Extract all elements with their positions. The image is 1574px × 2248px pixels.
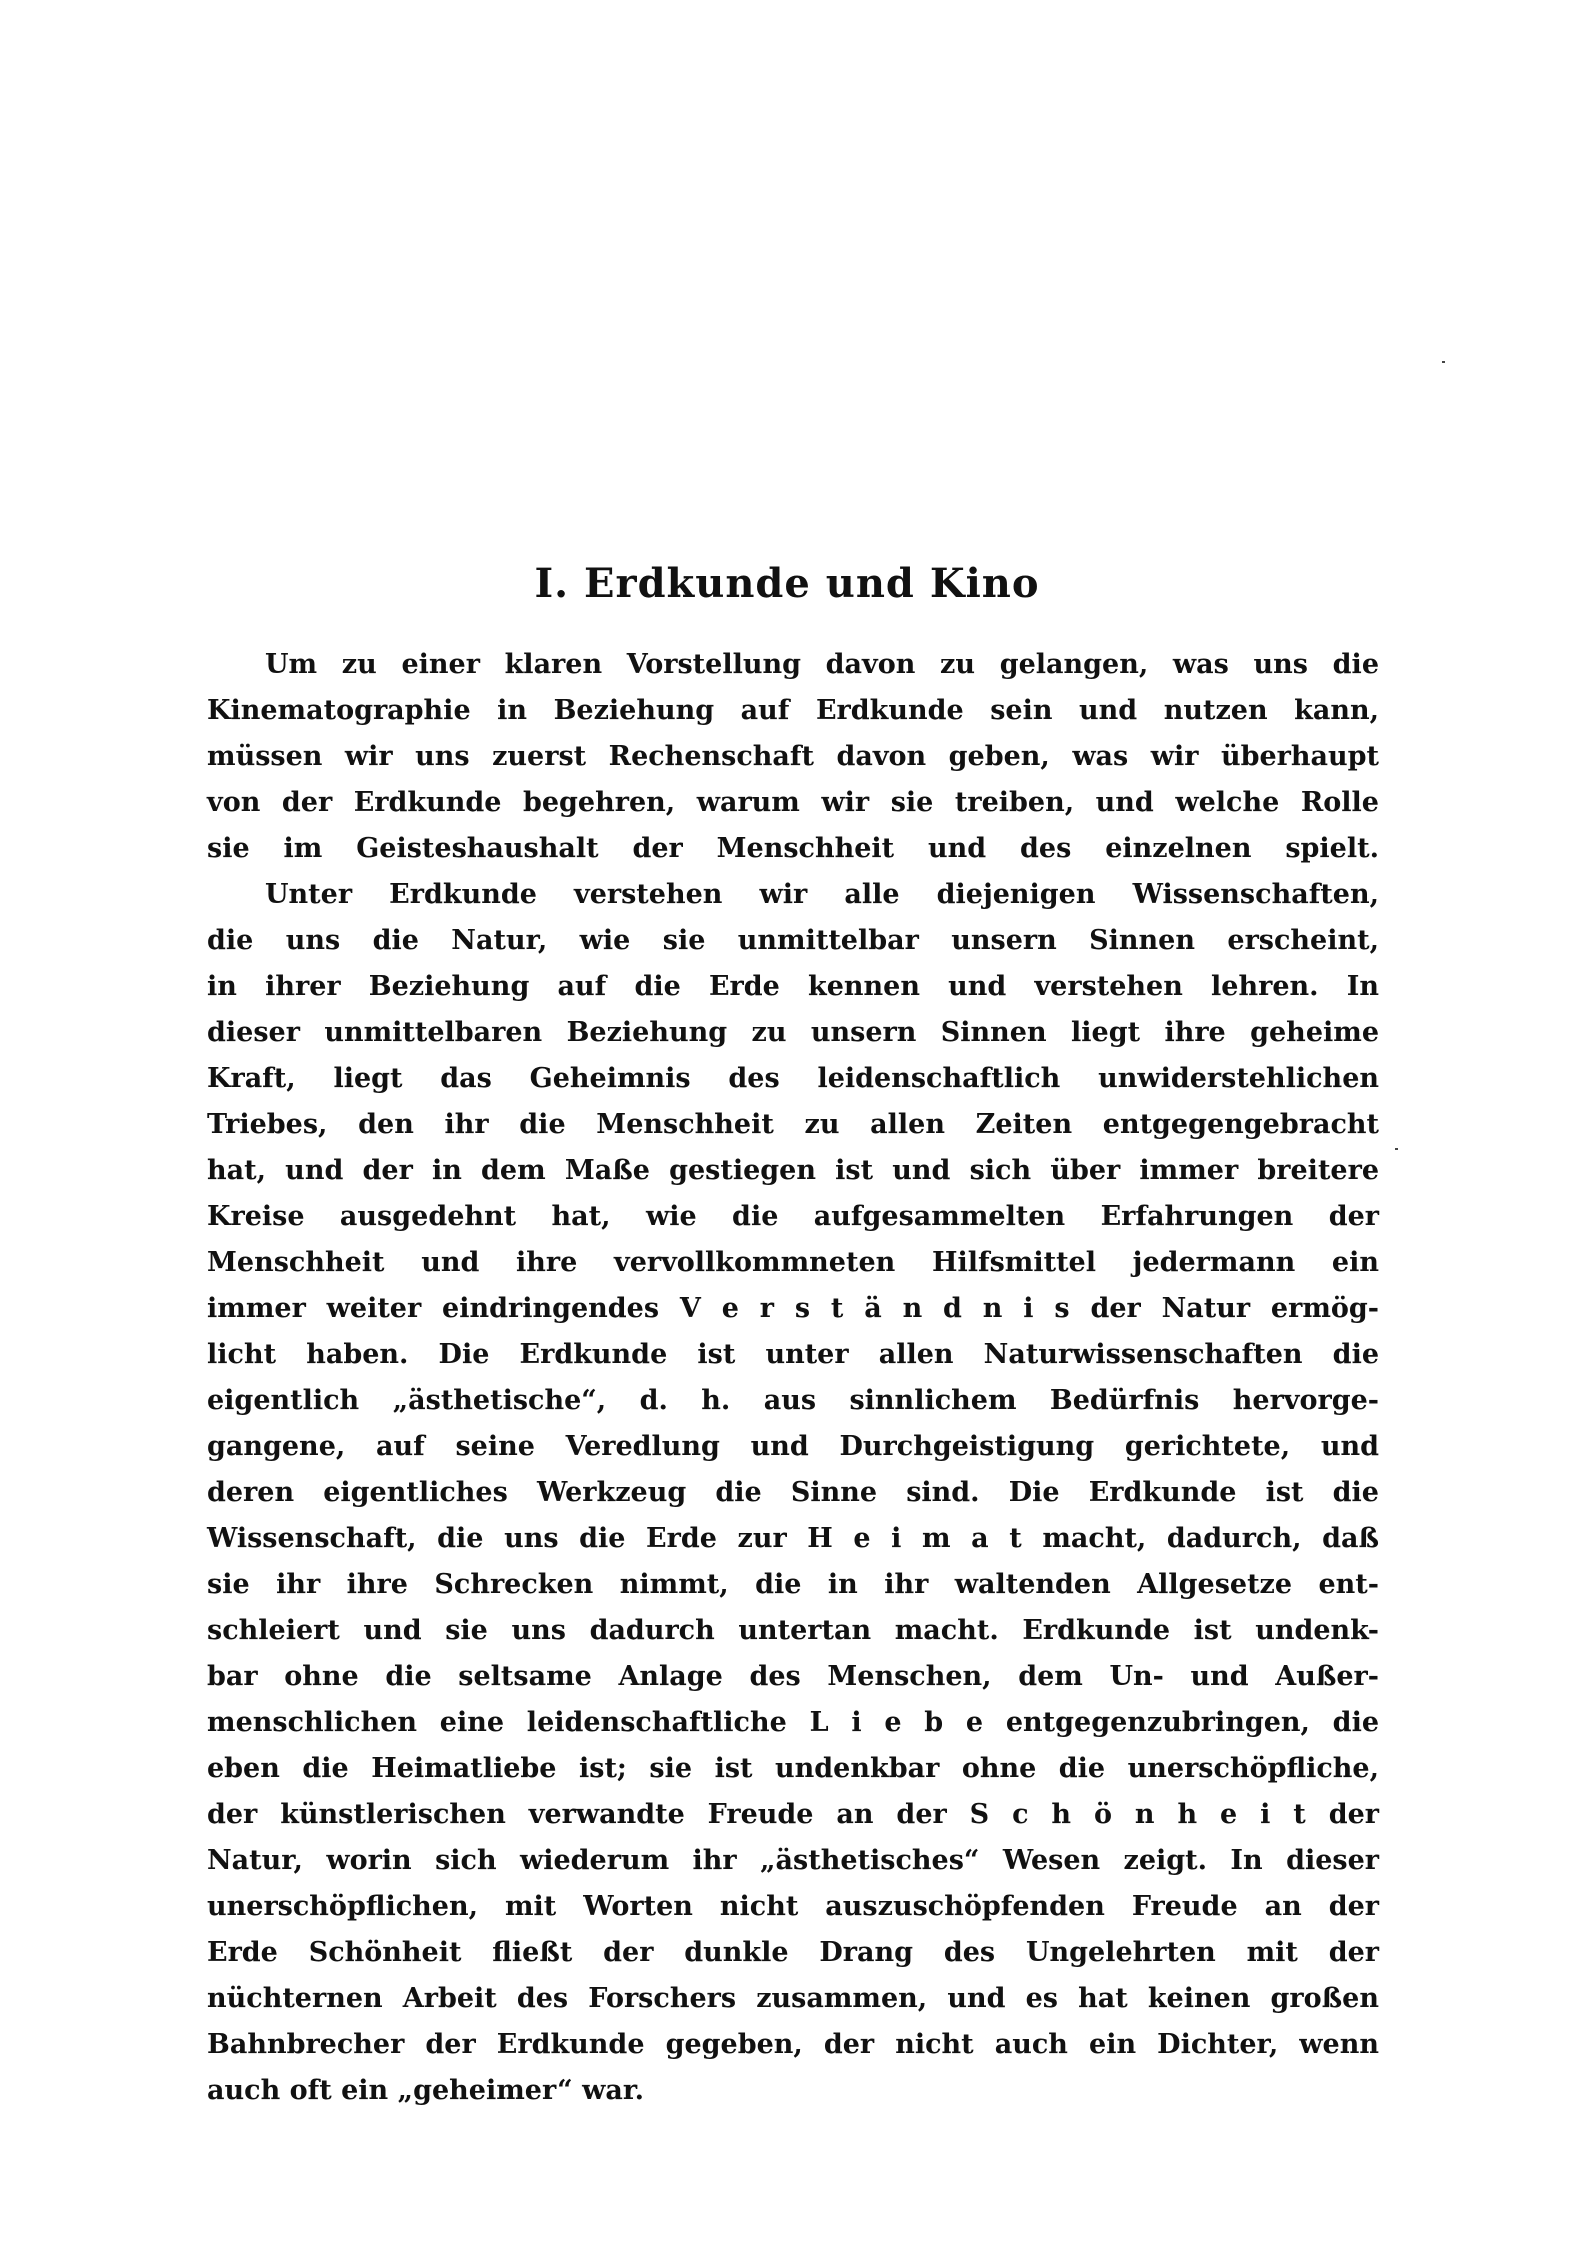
text-line: eben die Heimatliebe ist; sie ist undenkbar ohne die unerschöpfliche,: [207, 1753, 1379, 1784]
text-line: Unter Erdkunde verstehen wir alle diejenigen Wissenschaften,: [265, 879, 1379, 910]
text-line: der künstlerischen verwandte Freude an der S c h ö n h e i t der: [207, 1799, 1379, 1830]
text-line: von der Erdkunde begehren, warum wir sie treiben, und welche Rolle: [207, 787, 1379, 818]
text-line: Wissenschaft, die uns die Erde zur H e i m a t macht, dadurch, daß: [207, 1523, 1379, 1554]
text-line: Kraft, liegt das Geheimnis des leidenschaftlich unwiderstehlichen: [207, 1063, 1379, 1094]
scan-speck: [1442, 361, 1445, 363]
text-line: hat, und der in dem Maße gestiegen ist und sich über immer breitere: [207, 1155, 1379, 1186]
text-line: schleiert und sie uns dadurch untertan macht. Erdkunde ist undenk-: [207, 1615, 1379, 1646]
text-line: sie ihr ihre Schrecken nimmt, die in ihr waltenden Allgesetze ent-: [207, 1569, 1379, 1600]
text-line: immer weiter eindringendes V e r s t ä n d n i s der Natur ermög-: [207, 1293, 1379, 1324]
text-line: dieser unmittelbaren Beziehung zu unsern Sinnen liegt ihre geheime: [207, 1017, 1379, 1048]
text-line: eigentlich „ästhetische“, d. h. aus sinnlichem Bedürfnis hervorge-: [207, 1385, 1379, 1416]
text-line: Natur, worin sich wiederum ihr „ästhetisches“ Wesen zeigt. In dieser: [207, 1845, 1379, 1876]
text-line: gangene, auf seine Veredlung und Durchgeistigung gerichtete, und: [207, 1431, 1379, 1462]
text-line: Menschheit und ihre vervollkommneten Hilfsmittel jedermann ein: [207, 1247, 1379, 1278]
text-line: müssen wir uns zuerst Rechenschaft davon geben, was wir überhaupt: [207, 741, 1379, 772]
text-line: nüchternen Arbeit des Forschers zusammen, und es hat keinen großen: [207, 1983, 1379, 2014]
text-line: bar ohne die seltsame Anlage des Menschen, dem Un- und Außer-: [207, 1661, 1379, 1692]
text-line: licht haben. Die Erdkunde ist unter allen Naturwissenschaften die: [207, 1339, 1379, 1370]
text-line: Triebes, den ihr die Menschheit zu allen Zeiten entgegengebracht: [207, 1109, 1379, 1140]
text-line: Kreise ausgedehnt hat, wie die aufgesammelten Erfahrungen der: [207, 1201, 1379, 1232]
text-line: sie im Geisteshaushalt der Menschheit und des einzelnen spielt.: [207, 833, 1379, 864]
text-line: Erde Schönheit fließt der dunkle Drang des Ungelehrten mit der: [207, 1937, 1379, 1968]
body-text: [207, 642, 1379, 2114]
text-line: Kinematographie in Beziehung auf Erdkunde sein und nutzen kann,: [207, 695, 1379, 726]
text-line: deren eigentliches Werkzeug die Sinne sind. Die Erdkunde ist die: [207, 1477, 1379, 1508]
chapter-title: I. Erdkunde und Kino: [534, 560, 1040, 607]
text-line: unerschöpflichen, mit Worten nicht auszuschöpfenden Freude an der: [207, 1891, 1379, 1922]
text-line: Um zu einer klaren Vorstellung davon zu gelangen, was uns die: [265, 649, 1379, 680]
text-line: menschlichen eine leidenschaftliche L i e b e entgegenzubringen, die: [207, 1707, 1379, 1738]
scan-speck: [1395, 1148, 1398, 1150]
text-line: in ihrer Beziehung auf die Erde kennen und verstehen lehren. In: [207, 971, 1379, 1002]
text-line: auch oft ein „geheimer“ war.: [207, 2075, 644, 2106]
text-line: Bahnbrecher der Erdkunde gegeben, der nicht auch ein Dichter, wenn: [207, 2029, 1379, 2060]
text-line: die uns die Natur, wie sie unmittelbar unsern Sinnen erscheint,: [207, 925, 1379, 956]
